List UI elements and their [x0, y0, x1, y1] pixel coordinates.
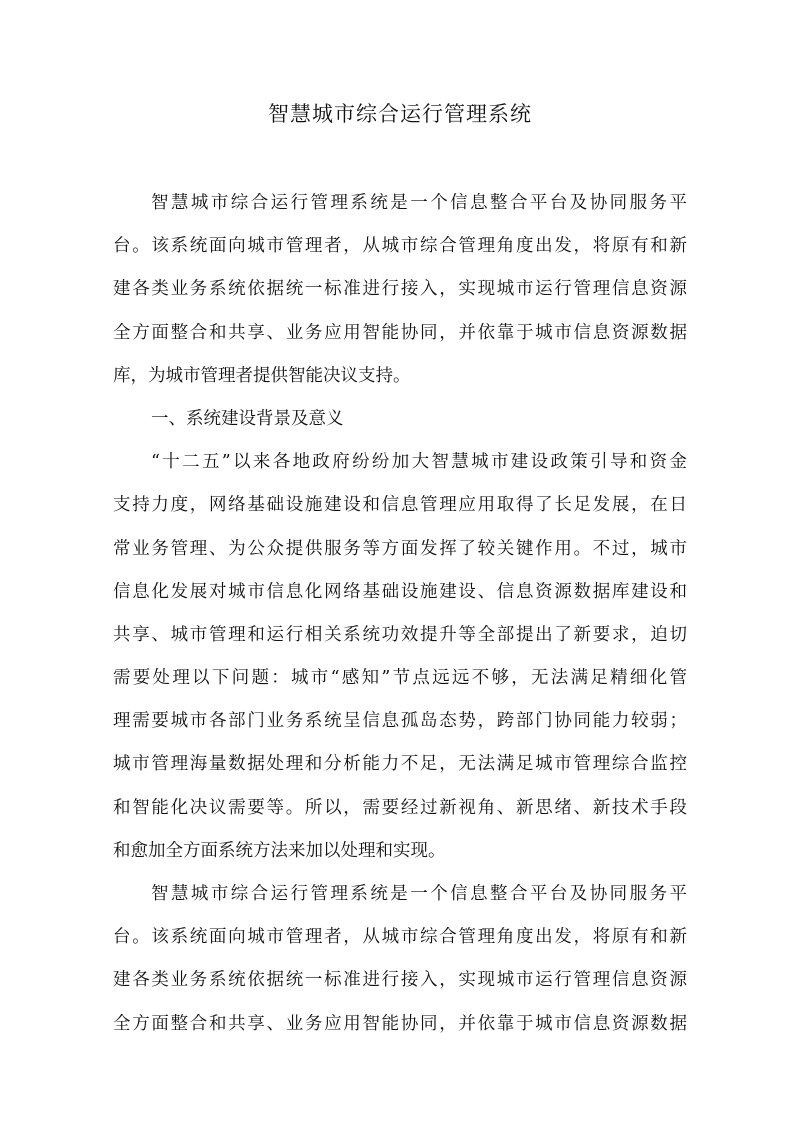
paragraph-line: 全方面整合和共享、业务应用智能协同，并依靠于城市信息资源数据	[113, 1013, 687, 1034]
paragraph-line: 和智能化决议需要等。所以，需要经过新视角、新思绪、新技术手段	[113, 797, 687, 818]
paragraph-line: 需要处理以下问题：城市“感知”节点远远不够，无法满足精细化管	[113, 668, 687, 689]
paragraph-intro	[113, 182, 687, 398]
document-title: 智慧城市综合运行管理系统	[268, 102, 532, 126]
paragraph-repeat	[113, 873, 687, 1046]
section-heading	[113, 398, 687, 441]
paragraph-line: 库，为城市管理者提供智能决议支持。	[113, 365, 411, 386]
paragraph-line: 台。该系统面向城市管理者，从城市综合管理角度出发，将原有和新	[113, 927, 687, 948]
paragraph-line: 智慧城市综合运行管理系统是一个信息整合平台及协同服务平	[151, 193, 687, 213]
paragraph-line: “十二五”以来各地政府纷纷加大智慧城市建设政策引导和资金	[151, 452, 687, 473]
paragraph-background	[113, 441, 687, 873]
paragraph-line: 建各类业务系统依据统一标准进行接入，实现城市运行管理信息资源	[113, 970, 687, 991]
paragraph-line: 信息化发展对城市信息化网络基础设施建设、信息资源数据库建设和	[113, 581, 687, 602]
paragraph-line: 建各类业务系统依据统一标准进行接入，实现城市运行管理信息资源	[113, 279, 687, 300]
paragraph-line: 台。该系统面向城市管理者，从城市综合管理角度出发，将原有和新	[113, 236, 687, 257]
paragraph-line: 和愈加全方面系统方法来加以处理和实现。	[113, 840, 446, 861]
paragraph-line: 全方面整合和共享、业务应用智能协同，并依靠于城市信息资源数据	[113, 322, 687, 343]
paragraph-line: 智慧城市综合运行管理系统是一个信息整合平台及协同服务平	[151, 884, 687, 904]
paragraph-line: 城市管理海量数据处理和分析能力不足，无法满足城市管理综合监控	[113, 754, 687, 775]
paragraph-line: 共享、城市管理和运行相关系统功效提升等全部提出了新要求，迫切	[113, 624, 687, 645]
paragraph-line: 理需要城市各部门业务系统呈信息孤岛态势，跨部门协同能力较弱；	[113, 711, 687, 732]
paragraph-line: 支持力度，网络基础设施建设和信息管理应用取得了长足发展，在日	[113, 495, 687, 516]
document-body	[113, 182, 687, 1046]
section-heading-text: 一、系统建设背景及意义	[151, 408, 344, 429]
paragraph-line: 常业务管理、为公众提供服务等方面发挥了较关键作用。不过，城市	[113, 538, 687, 559]
